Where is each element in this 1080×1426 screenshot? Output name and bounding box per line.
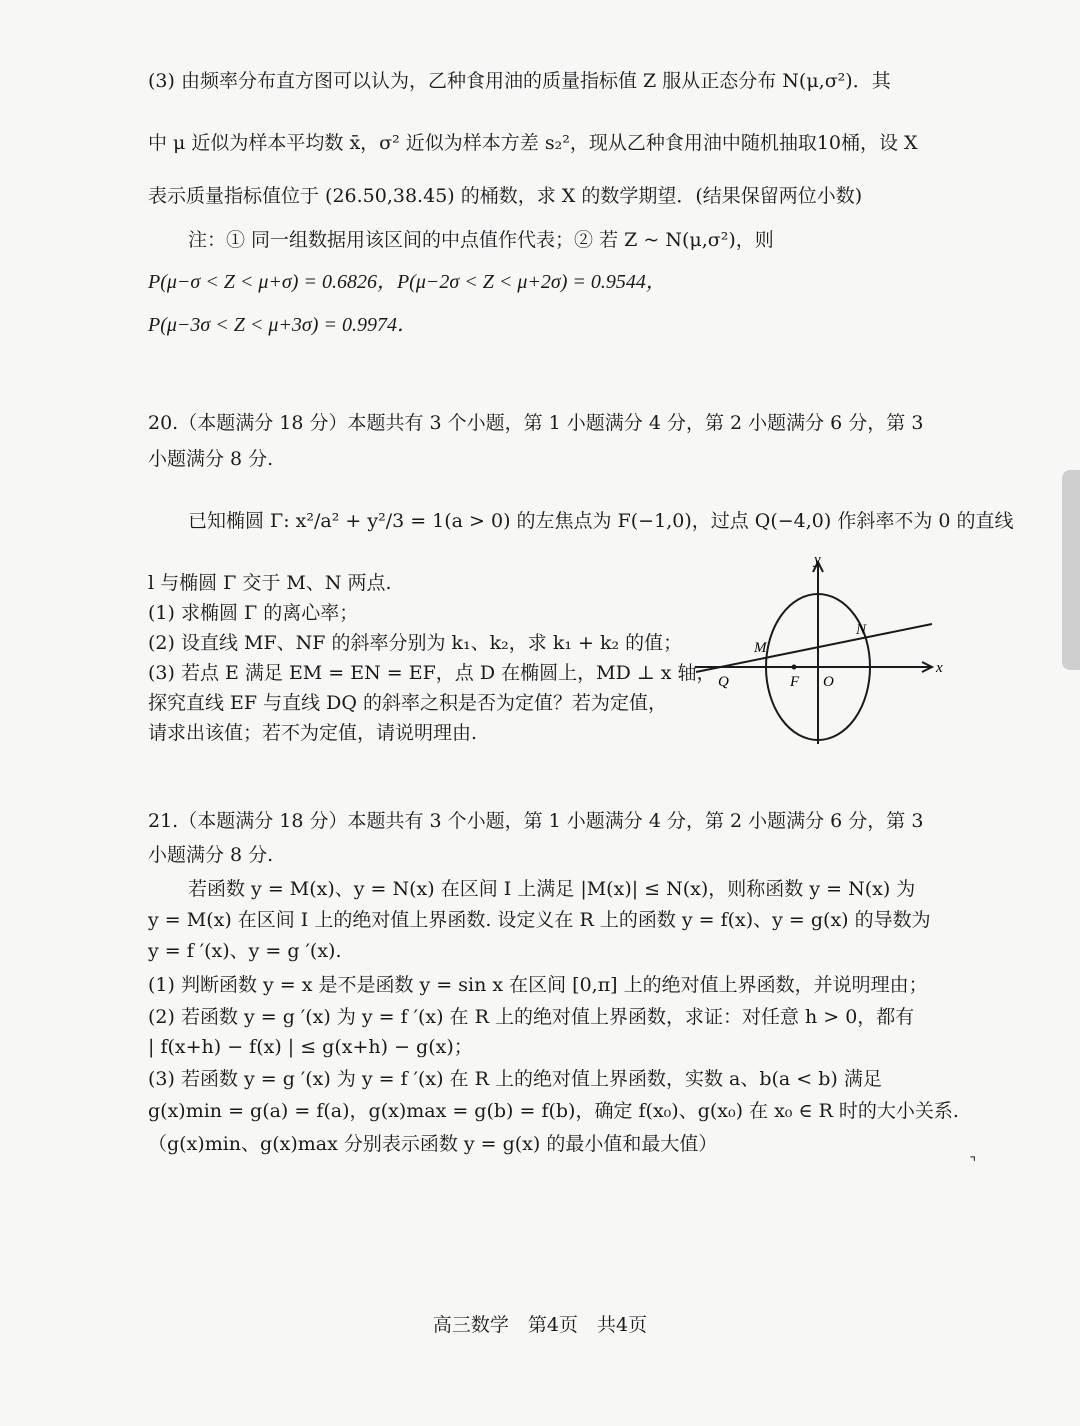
q20-part3-line3: 请求出该值；若不为定值，请说明理由. — [148, 722, 478, 744]
q20-part3-line1: (3) 若点 E 满足 EM = EN = EF，点 D 在椭圆上，MD ⊥ x 轴， — [148, 662, 716, 684]
q21-part3-line2: g(x)min = g(a) = f(a)，g(x)max = g(b) = f(b)，确定 f(x₀)、g(x₀) 在 x₀ ∈ R 时的大小关系. — [148, 1100, 959, 1122]
page-footer: 高三数学 第4页 共4页 — [432, 1314, 648, 1336]
q21-part2-line1: (2) 若函数 y = g ′(x) 为 y = f ′(x) 在 R 上的绝对值上界函数，求证：对任意 h > 0，都有 — [148, 1006, 915, 1028]
q19-part3-line1: (3) 由频率分布直方图可以认为，乙种食用油的质量指标值 Z 服从正态分布 N(μ,σ²)．其 — [148, 70, 891, 92]
q21-part2-line2: | f(x+h) − f(x) | ≤ g(x+h) − g(x)； — [148, 1036, 473, 1058]
q21-part3-line1: (3) 若函数 y = g ′(x) 为 y = f ′(x) 在 R 上的绝对值上界函数，实数 a、b(a < b) 满足 — [148, 1068, 882, 1090]
q19-note: 注：① 同一组数据用该区间的中点值作代表；② 若 Z ~ N(μ,σ²)，则 — [188, 229, 774, 251]
q19-part3-line3: 表示质量指标值位于 (26.50,38.45) 的桶数，求 X 的数学期望．(结果保留两位小数) — [148, 185, 863, 207]
q21-part3-line3: （g(x)min、g(x)max 分别表示函数 y = g(x) 的最小值和最大值） — [148, 1133, 718, 1155]
label-Q: Q — [718, 674, 729, 690]
stray-mark: ⌝ — [969, 1155, 976, 1171]
q20-stem-line1: 已知椭圆 Γ: x²/a² + y²/3 = 1(a > 0) 的左焦点为 F(−1,0)，过点 Q(−4,0) 作斜率不为 0 的直线 — [188, 510, 1014, 532]
label-x: x — [936, 660, 943, 676]
q20-part1: (1) 求椭圆 Γ 的离心率； — [148, 602, 359, 624]
q21-stem-line1: 若函数 y = M(x)、y = N(x) 在区间 I 上满足 |M(x)| ≤ N(x)，则称函数 y = N(x) 为 — [188, 878, 916, 900]
side-scroll-handle[interactable] — [1062, 470, 1080, 670]
label-N: N — [856, 622, 867, 638]
label-O: O — [823, 674, 834, 690]
q21-part1: (1) 判断函数 y = x 是不是函数 y = sin x 在区间 [0,π] 上的绝对值上界函数，并说明理由； — [148, 974, 928, 996]
q19-prob-line1: P(μ−σ < Z < μ+σ) = 0.6826，P(μ−2σ < Z < μ+2σ) = 0.9544， — [148, 271, 666, 293]
q20-header-line1: 20.（本题满分 18 分）本题共有 3 个小题，第 1 小题满分 4 分，第 2 小题满分 6 分，第 3 — [148, 412, 924, 434]
q21-stem-line3: y = f ′(x)、y = g ′(x). — [148, 940, 342, 962]
q20-part2: (2) 设直线 MF、NF 的斜率分别为 k₁、k₂，求 k₁ + k₂ 的值； — [148, 632, 683, 654]
ellipse-figure — [690, 552, 950, 748]
q19-part3-line2: 中 μ 近似为样本平均数 x̄，σ² 近似为样本方差 s₂²，现从乙种食用油中随机抽取10桶，设 X — [148, 132, 918, 154]
q19-prob-line2: P(μ−3σ < Z < μ+3σ) = 0.9974． — [148, 314, 417, 336]
label-y: y — [814, 552, 821, 568]
label-F: F — [790, 674, 800, 690]
line-l — [696, 624, 932, 672]
point-F — [792, 665, 797, 670]
q20-header-line2: 小题满分 8 分. — [148, 448, 274, 470]
q21-stem-line2: y = M(x) 在区间 I 上的绝对值上界函数. 设定义在 R 上的函数 y = f(x)、y = g(x) 的导数为 — [148, 909, 931, 931]
q21-header-line1: 21.（本题满分 18 分）本题共有 3 个小题，第 1 小题满分 4 分，第 2 小题满分 6 分，第 3 — [148, 810, 924, 832]
q21-header-line2: 小题满分 8 分. — [148, 844, 274, 866]
label-M: M — [754, 640, 767, 656]
q20-stem-line2: l 与椭圆 Γ 交于 M、N 两点. — [148, 572, 392, 594]
q20-part3-line2: 探究直线 EF 与直线 DQ 的斜率之积是否为定值？若为定值， — [148, 692, 668, 714]
